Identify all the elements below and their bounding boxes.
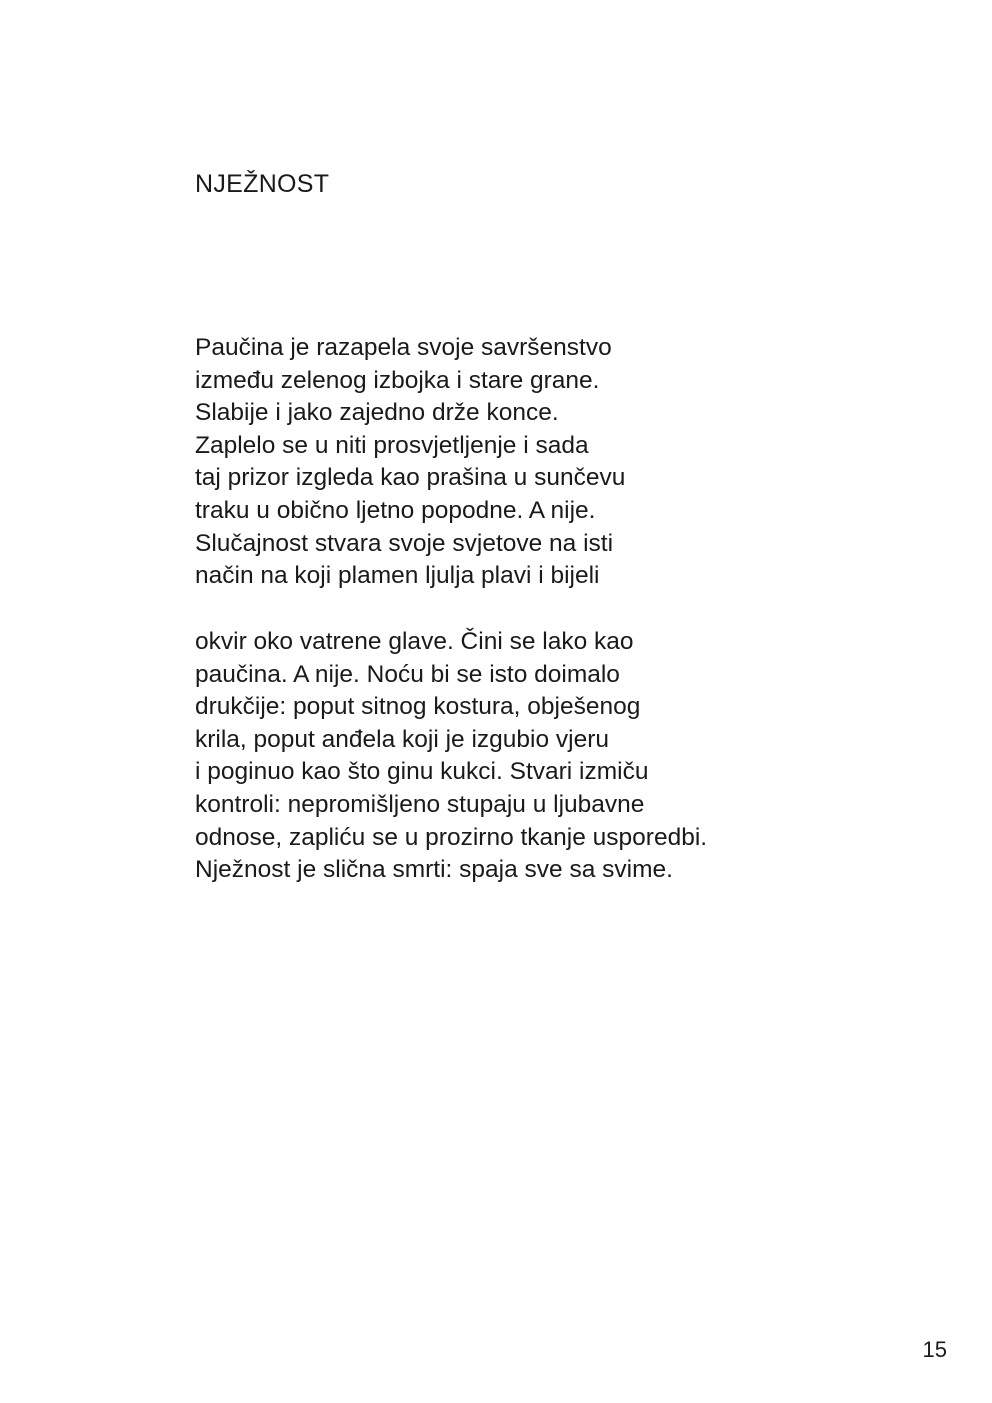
poem-line: drukčije: poput sitnog kostura, obješenog — [195, 693, 641, 721]
page-number: 15 — [922, 1337, 947, 1362]
poem-line: taj prizor izgleda kao prašina u sunčevu — [195, 464, 626, 492]
poem-line: Slabije i jako zajedno drže konce. — [195, 399, 559, 427]
poem-line: i poginuo kao što ginu kukci. Stvari izmiču — [195, 758, 649, 786]
poem-line: kontroli: nepromišljeno stupaju u ljubavne — [195, 790, 645, 818]
poem-title: NJEŽNOST — [195, 170, 330, 198]
poem-line: traku u obično ljetno popodne. A nije. — [195, 496, 596, 524]
poem-line: odnose, zapliću se u prozirno tkanje usporedbi. — [195, 823, 708, 851]
poem-line: okvir oko vatrene glave. Čini se lako kao — [195, 628, 634, 655]
poem-line: paučina. A nije. Noću bi se isto doimalo — [195, 660, 620, 688]
stanza-2 — [195, 626, 707, 887]
stanza-1 — [195, 332, 625, 593]
poem-line: Paučina je razapela svoje savršenstvo — [195, 334, 612, 361]
poem-line: Zaplelo se u niti prosvjetljenje i sada — [195, 431, 589, 459]
poem-line: između zelenog izbojka i stare grane. — [195, 366, 600, 394]
poem-line: Nježnost je slična smrti: spaja sve sa svime. — [195, 856, 673, 884]
poem-line: Slučajnost stvara svoje svjetove na isti — [195, 529, 614, 557]
poem-line: krila, poput anđela koji je izgubio vjeru — [195, 725, 610, 753]
poem-line: način na koji plamen ljulja plavi i bijeli — [195, 562, 600, 590]
